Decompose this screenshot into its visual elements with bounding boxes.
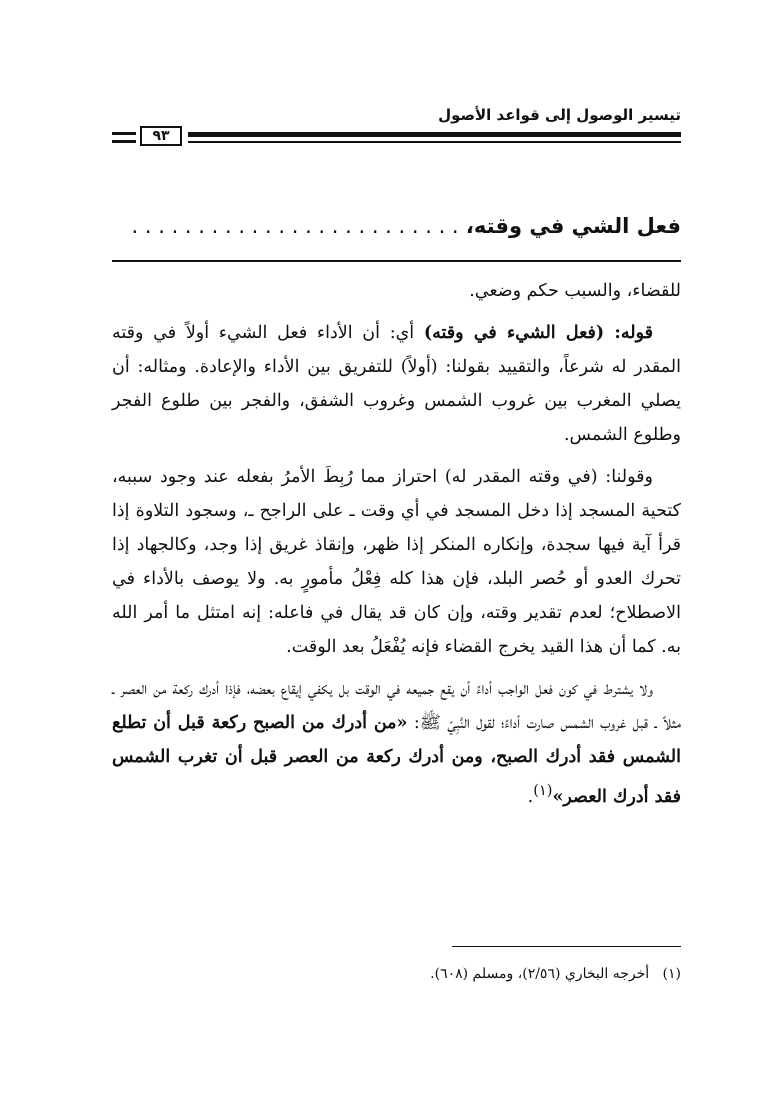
footnote-reference: (١) <box>533 782 553 799</box>
running-header-title: تيسير الوصول إلى قواعد الأصول <box>438 106 681 124</box>
paragraph-2-lead: قوله: (فعل الشيء في وقته) <box>423 323 654 343</box>
page-number-bar-top <box>112 132 136 135</box>
paragraph-1 <box>112 274 681 308</box>
paragraph-3 <box>112 460 681 664</box>
header-rule-thin <box>188 141 681 143</box>
footnote-number: (١) <box>662 966 681 982</box>
page-number-bar-bottom <box>112 140 136 143</box>
body-text <box>112 274 681 822</box>
paragraph-1-text: للقضاء، والسبب حكم وضعي. <box>469 281 681 301</box>
paragraph-3-text: وقولنا: (في وقته المقدر له) احتراز مما رُبِطَ الأمرُ بفعله عند وجود سببه، كتحية المسجد إذا دخل المسجد في أي وقت ـ على الراجح ـ، وسجود التلاوة إذا قرأ آية فيها سجدة، وإنكاره المنكر إذا ظهر، وإنقاذ غريق إذا وجد، وكالجهاد إذا تحرك العدو أو حُصر البلد، فإن هذا كله فِعْلُ مأمورٍ به. ولا يوصف بالأداء في الاصطلاح؛ لعدم تقدير وقته، وإن كان قد يقال في فاعله: إنه امتثل ما أمر الله به. كما أن هذا القيد يخرج القضاء فإنه يُفْعَلُ بعد الوقت. <box>112 467 681 657</box>
section-rule <box>112 260 681 262</box>
section-heading-text: فعل الشي في وقته، <box>465 214 681 238</box>
footnote <box>430 960 681 988</box>
footnote-text: أخرجه البخاري (٢/٥٦)، ومسلم (٦٠٨). <box>430 966 650 982</box>
paragraph-2-text: أي: أن الأداء فعل الشيء أولاً في وقته المقدر له شرعاً، والتقييد بقولنا: (أولاً) للتفريق بين الأداء والإعادة. ومثاله: أن يصلي المغرب بين غروب الشمس وغروب الشفق، والفجر بين طلوع الفجر وطلوع الشمس. <box>112 323 681 445</box>
section-heading <box>112 214 681 238</box>
page-number: ٩٣ <box>140 126 182 146</box>
paragraph-4-end: . <box>527 786 534 807</box>
footnote-rule <box>452 946 681 947</box>
section-heading-dots: . . . . . . . . . . . . . . . . . . . . . . . . . <box>131 214 459 238</box>
paragraph-4 <box>112 672 681 814</box>
header-rule-thick <box>188 132 681 137</box>
paragraph-4-text: ولا يشترط في كون فعل الواجب أداءً أن يقع جميعه في الوقت بل يكفي إيقاع بعضه، فإذا أدرك ركعة من العصر ـ مثلاً ـ قبل غروب الشمس صارت أداءً؛ لقول النَّبِيّ ﷺ: <box>112 679 681 733</box>
hadith-quote: «من أدرك من الصبح ركعة قبل أن تطلع الشمس فقد أدرك الصبح، ومن أدرك ركعة من العصر قبل أن تغرب الشمس فقد أدرك العصر» <box>112 713 681 807</box>
paragraph-2 <box>112 316 681 452</box>
